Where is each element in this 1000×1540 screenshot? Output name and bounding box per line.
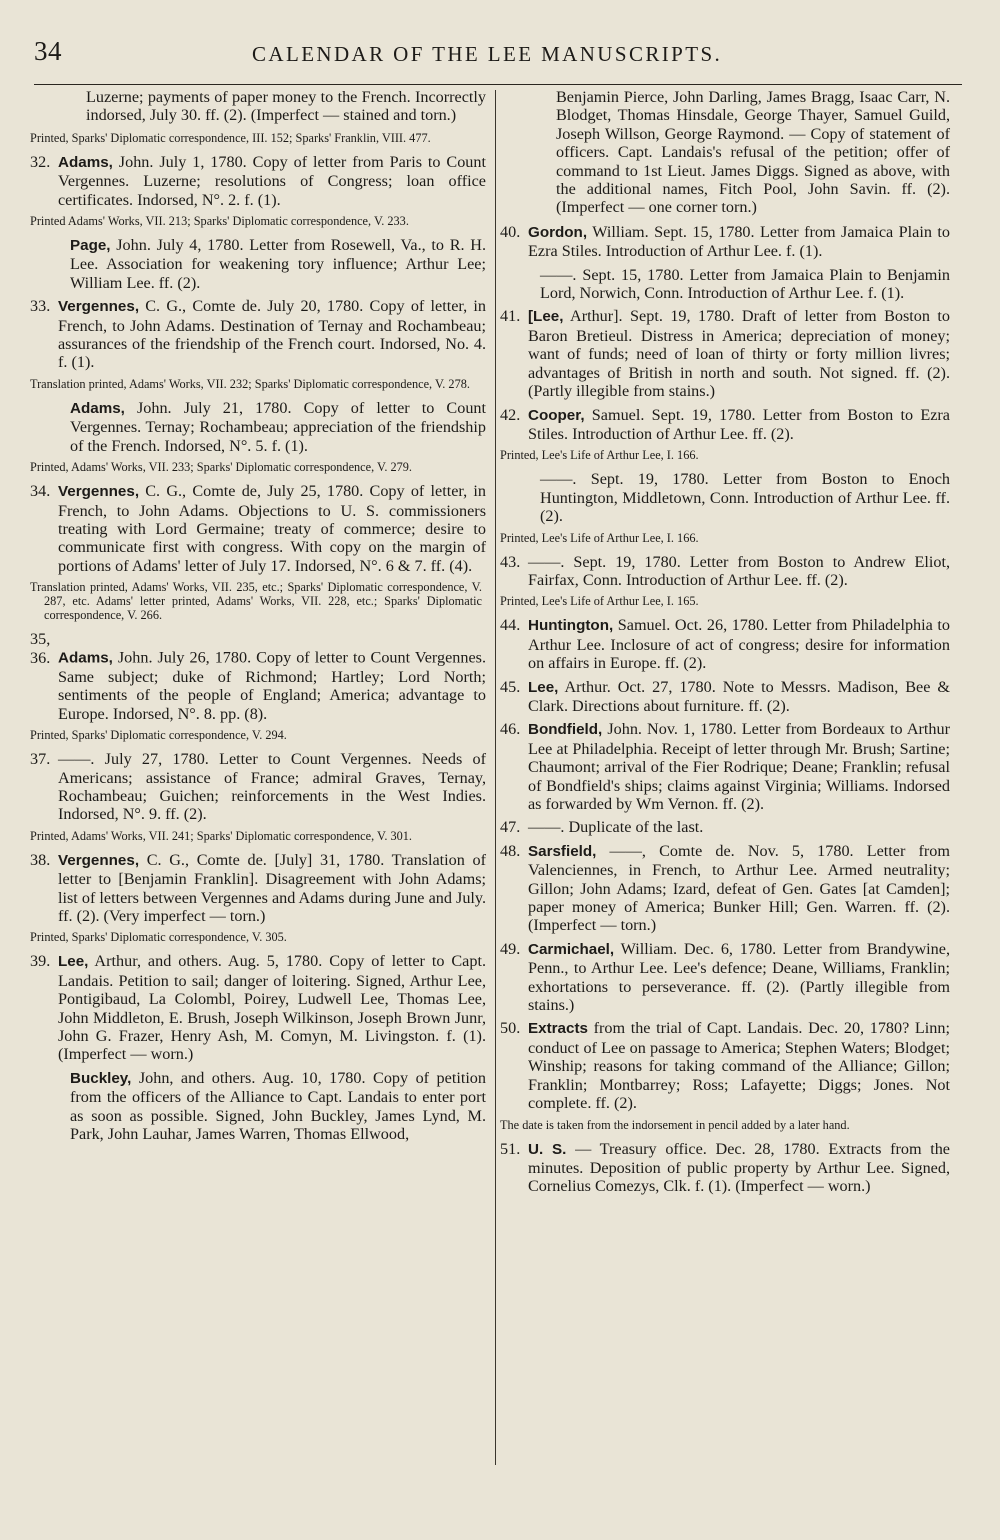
entry-number: 45. <box>500 677 521 696</box>
citation-note: Translation printed, Adams' Works, VII. 232; Sparks' Diplomatic correspondence, V. 278. <box>30 376 470 391</box>
entry-name: [Lee, <box>528 308 564 326</box>
right-column <box>500 88 950 1201</box>
calendar-entry <box>30 750 486 824</box>
calendar-entry <box>500 678 950 716</box>
entry-name: Carmichael, <box>528 940 615 958</box>
entry-number: 37. <box>30 750 51 769</box>
entry-text: John. July 1, 1780. Copy of letter from Paris to Count Vergennes. Luzerne; resolutions of Congress; loan office certificates. Indorsed, N°. 2. f. (1). <box>58 152 486 209</box>
citation-note: Printed, Sparks' Diplomatic correspondence, V. 294. <box>30 728 287 743</box>
citation-note: Printed, Sparks' Diplomatic correspondence, III. 152; Sparks' Franklin, VIII. 477. <box>30 130 431 145</box>
entry-number: 32. <box>30 152 51 171</box>
entry-name: Page, <box>70 237 111 255</box>
citation-note: The date is taken from the indorsement in pencil added by a later hand. <box>500 1117 850 1132</box>
entry-name: Cooper, <box>528 406 585 424</box>
entry-number: 38. <box>30 850 51 869</box>
calendar-entry <box>500 1140 950 1196</box>
entry-text: John. Nov. 1, 1780. Letter from Bordeaux to Arthur Lee at Philadelphia. Receipt of letter through Mr. Brush; Sartine; Chaumont; arrival of the Fier Rodrique; Deane; Franklin; refusal of Bondfield's ships; claims against Virginia; Williams. Indorsed as forwarded by Wm Vernon. ff. (2). <box>528 720 950 813</box>
entry-number: 40. <box>500 222 521 241</box>
entry-text: ——. Sept. 15, 1780. Letter from Jamaica Plain to Benjamin Lord, Norwich, Conn. Introduction of Arthur Lee. f. (1). <box>540 265 950 303</box>
entry-name: Adams, <box>58 153 113 171</box>
entry-number: 47. <box>500 818 521 837</box>
entry-text: Arthur, and others. Aug. 5, 1780. Copy of letter to Capt. Landais. Petition to sail; danger of loitering. Signed, Arthur Lee, Pontigibaud, La Colombl, Poirey, Ludwell Lee, Thomas Lee, John Middleton, E. Brush, Joseph Wilkinson, Joseph Brown Junr, John G. Frazer, Henry Ash, M. Comyn, M. Livingston. f. (1). (Imperfect — worn.) <box>58 952 486 1064</box>
entry-text: ——, Comte de. Nov. 5, 1780. Letter from Valenciennes, in French, to Arthur Lee. Armed neutrality; Gillon; John Adams; Izard, defeat of Gen. Gates [at Camden]; paper money of America; Bunker Hill; Gen. Warren. ff. (2). (Imperfect — torn.) <box>528 841 950 935</box>
calendar-entry <box>500 1019 950 1112</box>
calendar-entry <box>30 851 486 926</box>
calendar-entry <box>500 223 950 261</box>
citation-note: Printed, Lee's Life of Arthur Lee, I. 166. <box>500 448 699 463</box>
entry-text: Arthur. Oct. 27, 1780. Note to Messrs. Madison, Bee & Clark. Directions about furniture. ff. (2). <box>528 677 950 715</box>
entry-text: C. G., Comte de, July 25, 1780. Copy of letter, in French, to John Adams. Objections to U. S. commissioners treating with Lord Germaine; treaty of commerce; desire to communicate first with congress. With copy on the margin of portions of Adams' letter of July 17. Indorsed, N°. 6 & 7. ff. (4). <box>58 482 486 575</box>
entry-number: 49. <box>500 939 521 958</box>
entry-text: C. G., Comte de. [July] 31, 1780. Translation of letter to [Benjamin Franklin]. Disagreement with John Adams; list of letters between Vergennes and Adams during June and July. ff. (2). (Very imperfect — torn.) <box>58 850 486 925</box>
calendar-entry <box>30 630 486 723</box>
citation-note: Printed, Sparks' Diplomatic correspondence, V. 305. <box>30 930 287 945</box>
entry-text: ——. Duplicate of the last. <box>528 818 704 837</box>
column-divider <box>495 90 496 1465</box>
entry-number: 51. <box>500 1139 521 1158</box>
entry-text: from the trial of Capt. Landais. Dec. 20, 1780? Linn; conduct of Lee on passage to America; Stephen Waters; Blodget; Winship; reasons for taking command of the Alliance; Gillon; Franklin; Montbarrey; Ross; Lafayette; Diggs; Jones. Not complete. ff. (2). <box>528 1019 950 1113</box>
entry-text: ——. July 27, 1780. Letter to Count Vergennes. Needs of Americans; assistance of France; admiral Graves, Ternay, Rochambeau; Guichen; reinforcements in the West Indies. Indorsed, N°. 9. ff. (2). <box>58 750 486 824</box>
entry-name: Huntington, <box>528 617 614 635</box>
entry-number: 48. <box>500 841 521 860</box>
citation-note: Printed, Lee's Life of Arthur Lee, I. 165. <box>500 594 699 609</box>
entry-number: 41. <box>500 307 521 326</box>
entry-name: Buckley, <box>70 1069 132 1087</box>
header-rule <box>34 84 962 85</box>
citation-note: Printed, Adams' Works, VII. 241; Sparks' Diplomatic correspondence, V. 301. <box>30 828 412 843</box>
entry-name: Lee, <box>58 953 89 971</box>
entry-name: Lee, <box>528 678 559 696</box>
entry-name: Adams, <box>70 399 125 417</box>
entry-name: Gordon, <box>528 223 588 241</box>
page-header <box>34 36 964 76</box>
citation-note: Printed, Lee's Life of Arthur Lee, I. 166. <box>500 530 699 545</box>
entry-name: U. S. <box>528 1140 567 1158</box>
calendar-entry <box>500 842 950 935</box>
entry-text: Samuel. Oct. 26, 1780. Letter from Philadelphia to Arthur Lee. Inclosure of act of congress; desire for information on affairs in Europe. ff. (2). <box>528 616 950 673</box>
calendar-entry <box>500 616 950 672</box>
entry-number: 46. <box>500 720 521 739</box>
entry-number: 39. <box>30 952 51 971</box>
entry-number: 35, 36. <box>30 630 51 667</box>
calendar-entry <box>30 153 486 209</box>
calendar-entry <box>500 720 950 813</box>
entry-text: William. Sept. 15, 1780. Letter from Jamaica Plain to Ezra Stiles. Introduction of Arthur Lee. f. (1). <box>528 222 950 261</box>
calendar-entry <box>30 236 486 292</box>
page-number: 34 <box>34 36 62 66</box>
entry-name: Vergennes, <box>58 298 140 316</box>
calendar-entry <box>500 818 950 836</box>
calendar-entry <box>30 482 486 575</box>
calendar-entry <box>30 399 486 455</box>
entry-name: Extracts <box>528 1020 588 1038</box>
entry-name: Vergennes, <box>58 483 140 501</box>
entry-text: Arthur]. Sept. 19, 1780. Draft of letter from Boston to Baron Bretieul. Distress in America; depreciation of money; want of funds; need of loan of thirty or forty million livres; advantages of British in north and south. Not signed. ff. (2). (Partly illegible from stains.) <box>528 307 950 401</box>
calendar-entry <box>500 553 950 590</box>
calendar-entry <box>500 406 950 444</box>
entry-name: Bondfield, <box>528 721 603 739</box>
entry-text: ——. Sept. 19, 1780. Letter from Boston to Andrew Eliot, Fairfax, Conn. Introduction of Arthur Lee. ff. (2). <box>528 552 950 589</box>
entry-text: ——. Sept. 19, 1780. Letter from Boston to Enoch Huntington, Middletown, Conn. Introduction of Arthur Lee. ff. (2). <box>540 470 950 526</box>
entry-text: John. July 21, 1780. Copy of letter to Count Vergennes. Ternay; Rochambeau; appreciation of the friendship of the French. Indorsed, N°. 5. f. (1). <box>70 398 486 455</box>
entry-number: 43. <box>500 552 521 571</box>
entry-text: — Treasury office. Dec. 28, 1780. Extracts from the minutes. Deposition of public property by Arthur Lee. Signed, Cornelius Comezys, Clk. f. (1). (Imperfect — worn.) <box>528 1139 950 1196</box>
entry-name: Adams, <box>58 649 113 667</box>
entry-number: 34. <box>30 482 51 501</box>
citation-note: Printed, Adams' Works, VII. 233; Sparks' Diplomatic correspondence, V. 279. <box>30 460 412 475</box>
entry-text: C. G., Comte de. July 20, 1780. Copy of letter, in French, to John Adams. Destination of Ternay and Rochambeau; assurances of the friendship of the French court. Indorsed, No. 4. f. (1). <box>58 297 486 372</box>
calendar-entry <box>30 297 486 372</box>
entry-name: Sarsfield, <box>528 842 597 860</box>
entry-text: John. July 4, 1780. Letter from Rosewell, Va., to R. H. Lee. Association for weakening tory influence; Arthur Lee; William Lee. ff. (2). <box>70 236 486 292</box>
continued-paragraph: Luzerne; payments of paper money to the French. Incorrectly indorsed, July 30. ff. (2). (Imperfect — stained and torn.) <box>86 88 486 125</box>
calendar-entry <box>30 1069 486 1144</box>
calendar-entry <box>500 266 950 303</box>
calendar-entry <box>500 940 950 1015</box>
entry-text: William. Dec. 6, 1780. Letter from Brandywine, Penn., to Arthur Lee. Lee's defence; Deane, Williams, Franklin; exhortations to perseverance. ff. (2). (Partly illegible from stains.) <box>528 939 950 1015</box>
entry-text: John, and others. Aug. 10, 1780. Copy of petition from the officers of the Alliance to Capt. Landais to enter port as soon as possible. Signed, John Buckley, James Lynd, M. Park, John Lauhar, James Warren, Thomas Ellwood, <box>70 1068 486 1144</box>
calendar-entry <box>30 952 486 1063</box>
running-title: CALENDAR OF THE LEE MANUSCRIPTS. <box>252 42 723 66</box>
entry-number: 44. <box>500 616 521 635</box>
entry-text: John. July 26, 1780. Copy of letter to Count Vergennes. Same subject; duke of Richmond; Hartley; Lord North; sentiments of the people of England; America; advantage to Europe. Indorsed, N°. 8. pp. (8). <box>58 648 486 723</box>
continued-paragraph: Benjamin Pierce, John Darling, James Bragg, Isaac Carr, N. Blodget, Thomas Hinsdale, George Thayer, Samuel Guild, Joseph Willson, George Raymond. — Copy of statement of officers. Capt. Landais's refusal of the petition; offer of command to 1st Lieut. James Diggs. Signed as above, with the additional names, Fitch Pool, John Savin. ff. (2). (Imperfect — one corner torn.) <box>556 88 950 217</box>
entry-number: 33. <box>30 297 51 316</box>
entry-number: 50. <box>500 1019 521 1038</box>
entry-name: Vergennes, <box>58 851 140 869</box>
entry-number: 42. <box>500 405 521 424</box>
entry-text: Samuel. Sept. 19, 1780. Letter from Boston to Ezra Stiles. Introduction of Arthur Lee. ff. (2). <box>528 405 950 443</box>
citation-note: Translation printed, Adams' Works, VII. 235, etc.; Sparks' Diplomatic correspondence, V. 287, etc. Adams' letter printed, Adams' Works, VII. 228, etc.; Sparks' Diplomatic correspondence, V. 266. <box>30 580 482 623</box>
calendar-entry <box>500 307 950 400</box>
left-column <box>30 88 486 1148</box>
citation-note: Printed Adams' Works, VII. 213; Sparks' Diplomatic correspondence, V. 233. <box>30 214 409 229</box>
calendar-entry <box>500 470 950 525</box>
